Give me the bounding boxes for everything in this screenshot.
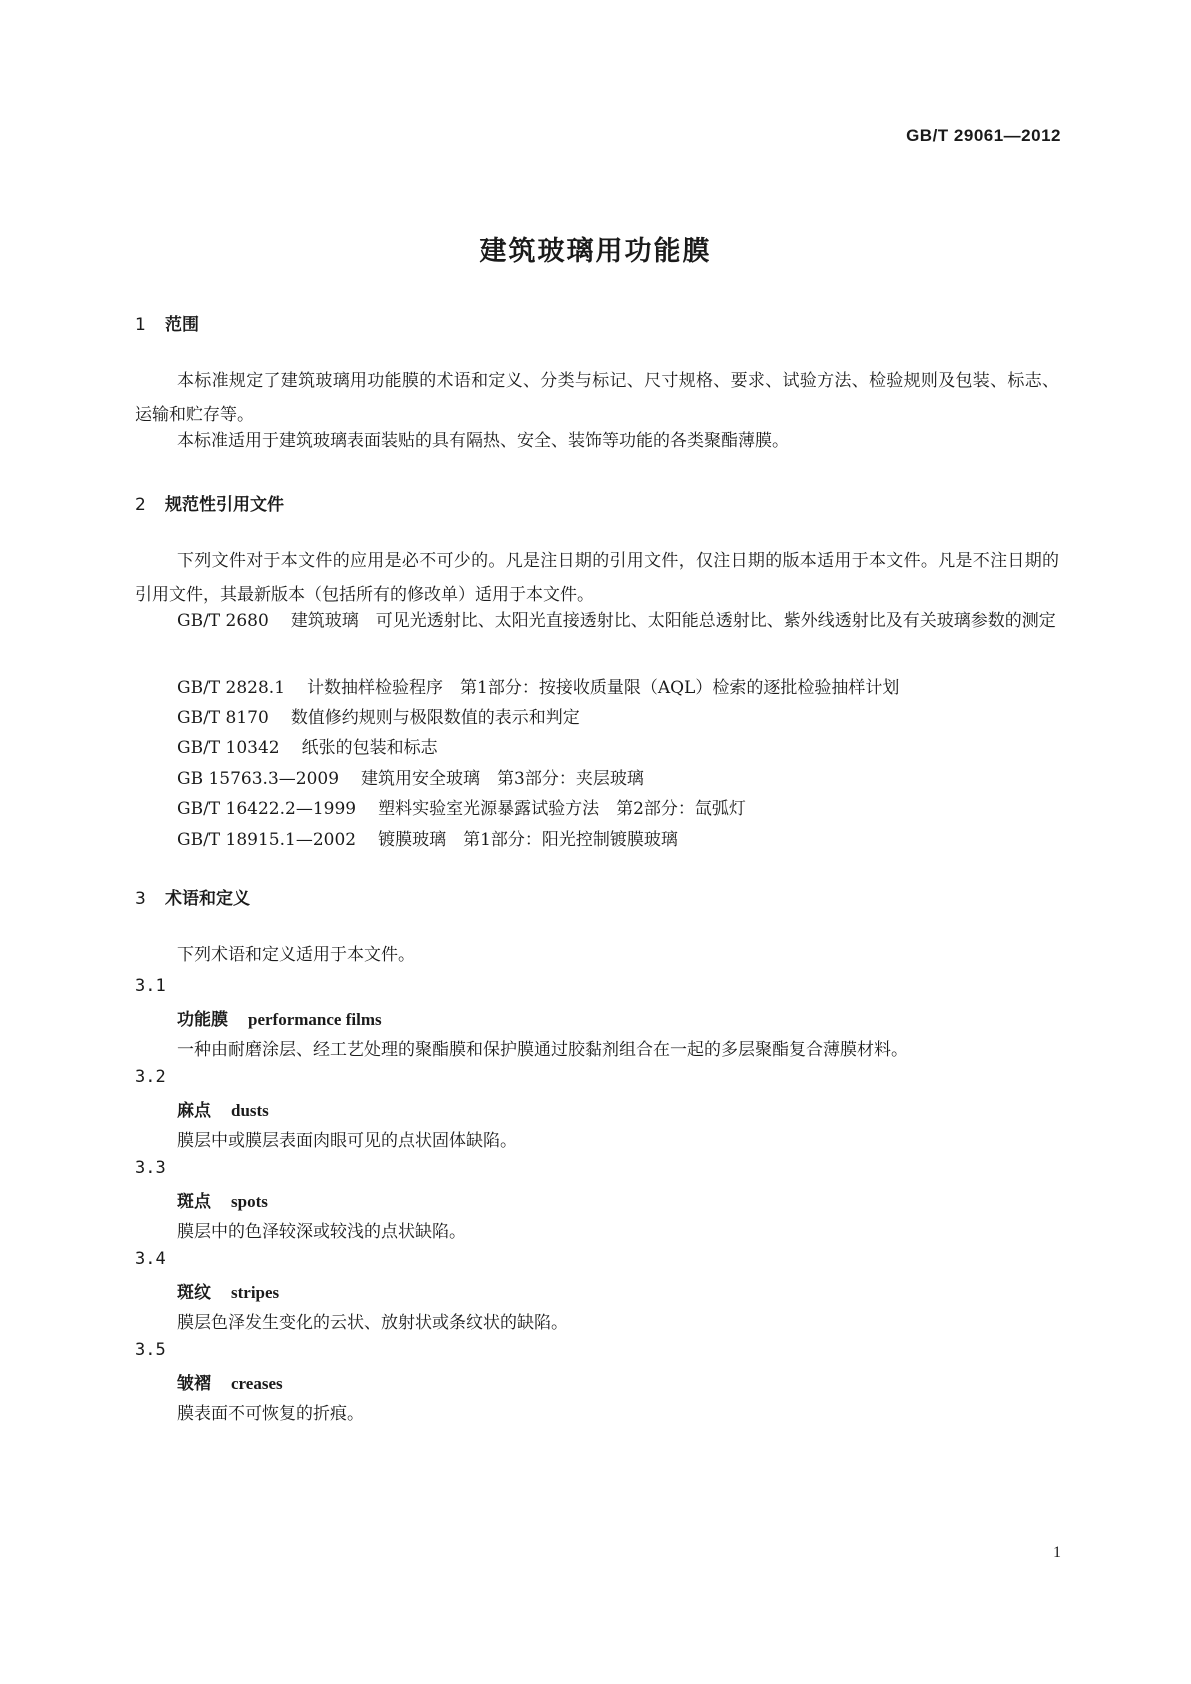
section-number: 1: [135, 315, 146, 335]
term-number: 3.4: [135, 1249, 166, 1269]
references-intro: 下列文件对于本文件的应用是必不可少的。凡是注日期的引用文件，仅注日期的版本适用于本文件。凡是不注日期的引用文件，其最新版本（包括所有的修改单）适用于本文件。: [135, 551, 1059, 605]
section-number: 3: [135, 889, 146, 909]
term-number: 3.3: [135, 1158, 166, 1178]
term-english: spots: [231, 1192, 268, 1211]
term-name: [177, 1096, 269, 1121]
reference-code: GB/T 2828.1: [177, 678, 286, 698]
reference-code: GB/T 16422.2—1999: [177, 799, 357, 819]
section-number: 2: [135, 495, 146, 515]
section-heading-normative-references: [135, 490, 284, 515]
term-name: [177, 1278, 279, 1303]
term-english: dusts: [231, 1101, 269, 1120]
term-number: 3.2: [135, 1067, 166, 1087]
reference-code: GB/T 8170: [177, 708, 269, 728]
section-heading-terms: [135, 884, 250, 909]
document-title: 建筑玻璃用功能膜: [479, 236, 712, 267]
term-number: 3.5: [135, 1340, 166, 1360]
scope-paragraph-1: 本标准规定了建筑玻璃用功能膜的术语和定义、分类与标记、尺寸规格、要求、试验方法、检验规则及包装、标志、运输和贮存等。: [135, 371, 1059, 425]
term-chinese: 麻点: [177, 1101, 211, 1121]
reference-title: 计数抽样检验程序 第1部分：按接收质量限（AQL）检索的逐批检验抽样计划: [307, 678, 900, 698]
term-name: [177, 1005, 382, 1030]
term-definition: 一种由耐磨涂层、经工艺处理的聚酯膜和保护膜通过胶黏剂组合在一起的多层聚酯复合薄膜材料。: [177, 1040, 908, 1060]
reference-title: 建筑玻璃 可见光透射比、太阳光直接透射比、太阳能总透射比、紫外线透射比及有关玻璃参数的测定: [290, 611, 1056, 631]
term-chinese: 斑点: [177, 1192, 211, 1212]
term-chinese: 皱褶: [177, 1374, 211, 1394]
term-chinese: 斑纹: [177, 1283, 211, 1303]
term-definition: 膜层中或膜层表面肉眼可见的点状固体缺陷。: [177, 1131, 517, 1151]
term-definition: 膜表面不可恢复的折痕。: [177, 1404, 364, 1424]
section-title: 范围: [165, 315, 199, 335]
reference-title: 镀膜玻璃 第1部分：阳光控制镀膜玻璃: [378, 830, 678, 850]
term-number: 3.1: [135, 976, 166, 996]
reference-title: 塑料实验室光源暴露试验方法 第2部分：氙弧灯: [378, 799, 746, 819]
scope-paragraph-2: 本标准适用于建筑玻璃表面装贴的具有隔热、安全、装饰等功能的各类聚酯薄膜。: [177, 431, 789, 451]
reference-item: [177, 733, 438, 758]
term-name: [177, 1369, 283, 1394]
reference-code: GB 15763.3—2009: [177, 769, 340, 789]
standard-code: GB/T 29061—2012: [906, 126, 1061, 145]
reference-item: [177, 703, 580, 728]
term-definition: 膜层色泽发生变化的云状、放射状或条纹状的缺陷。: [177, 1313, 568, 1333]
reference-code: GB/T 18915.1—2002: [177, 830, 357, 850]
term-chinese: 功能膜: [177, 1010, 228, 1030]
reference-title: 建筑用安全玻璃 第3部分：夹层玻璃: [361, 769, 644, 789]
reference-title: 数值修约规则与极限数值的表示和判定: [290, 708, 580, 728]
reference-item: [177, 825, 678, 850]
reference-item: [177, 794, 746, 819]
term-english: performance films: [248, 1010, 382, 1029]
reference-title: 纸张的包装和标志: [301, 738, 438, 758]
term-english: stripes: [231, 1283, 280, 1302]
term-name: [177, 1187, 268, 1212]
term-english: creases: [231, 1374, 283, 1393]
reference-item: [135, 604, 1059, 638]
page-number: 1: [1053, 1544, 1061, 1561]
term-definition: 膜层中的色泽较深或较浅的点状缺陷。: [177, 1222, 466, 1242]
section-heading-scope: [135, 310, 199, 335]
section-title: 规范性引用文件: [165, 495, 284, 515]
terms-intro: 下列术语和定义适用于本文件。: [177, 945, 415, 965]
reference-code: GB/T 2680: [177, 611, 269, 631]
section-title: 术语和定义: [165, 889, 250, 909]
reference-item: [177, 764, 644, 789]
reference-item: [177, 673, 899, 698]
reference-code: GB/T 10342: [177, 738, 280, 758]
